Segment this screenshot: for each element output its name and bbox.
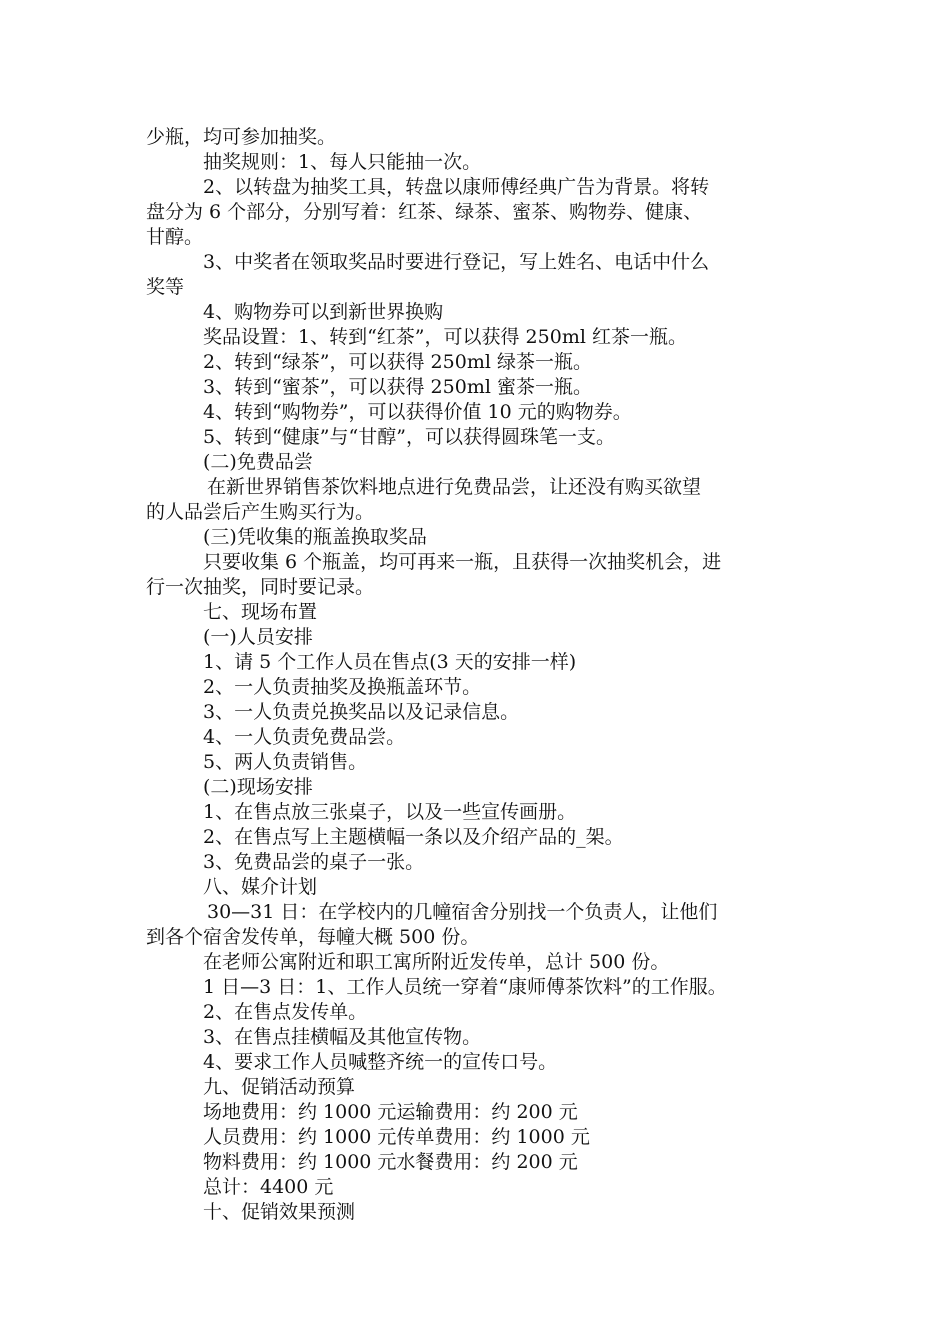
text-line: 物料费用：约 1000 元水餐费用：约 200 元 bbox=[203, 1151, 578, 1173]
text-line: 2、在售点写上主题横幅一条以及介绍产品的_架。 bbox=[203, 826, 624, 848]
text-line: 总计：4400 元 bbox=[203, 1176, 334, 1198]
text-line: 4、转到“购物券”，可以获得价值 10 元的购物券。 bbox=[203, 401, 632, 423]
text-line: 3、免费品尝的桌子一张。 bbox=[203, 851, 425, 873]
text-line: 只要收集 6 个瓶盖，均可再来一瓶，且获得一次抽奖机会，进 bbox=[203, 551, 722, 573]
section-heading: (二)现场安排 bbox=[203, 776, 313, 798]
text-line: 甘醇。 bbox=[146, 226, 204, 248]
text-line: 少瓶，均可参加抽奖。 bbox=[146, 126, 337, 148]
text-line: 1、在售点放三张桌子，以及一些宣传画册。 bbox=[203, 801, 577, 823]
text-line: 30—31 日：在学校内的几幢宿舍分别找一个负责人，让他们 bbox=[207, 901, 718, 923]
section-heading: (一)人员安排 bbox=[203, 626, 313, 648]
text-line: 2、以转盘为抽奖工具，转盘以康师傅经典广告为背景。将转 bbox=[203, 176, 710, 198]
text-line: 5、转到“健康”与“甘醇”，可以获得圆珠笔一支。 bbox=[203, 426, 615, 448]
text-line: 盘分为 6 个部分，分别写着：红茶、绿茶、蜜茶、购物券、健康、 bbox=[146, 201, 703, 223]
text-line: 4、要求工作人员喊整齐统一的宣传口号。 bbox=[203, 1051, 558, 1073]
section-heading: 七、现场布置 bbox=[203, 601, 318, 623]
section-heading: 十、促销效果预测 bbox=[203, 1201, 356, 1223]
text-line: 4、一人负责免费品尝。 bbox=[203, 726, 406, 748]
section-heading: 八、媒介计划 bbox=[203, 876, 318, 898]
text-line: 的人品尝后产生购买行为。 bbox=[146, 501, 375, 523]
section-heading: 九、促销活动预算 bbox=[203, 1076, 356, 1098]
text-line: 场地费用：约 1000 元运输费用：约 200 元 bbox=[203, 1101, 578, 1123]
text-line: 2、在售点发传单。 bbox=[203, 1001, 368, 1023]
text-line: 在老师公寓附近和职工寓所附近发传单，总计 500 份。 bbox=[203, 951, 670, 973]
text-line: 1、请 5 个工作人员在售点(3 天的安排一样) bbox=[203, 651, 577, 673]
text-line: 4、购物券可以到新世界换购 bbox=[203, 301, 444, 323]
text-line: 3、中奖者在领取奖品时要进行登记，写上姓名、电话中什么 bbox=[203, 251, 710, 273]
text-line: 奖等 bbox=[146, 276, 185, 298]
text-line: 行一次抽奖，同时要记录。 bbox=[146, 576, 375, 598]
text-line: 人员费用：约 1000 元传单费用：约 1000 元 bbox=[203, 1126, 590, 1148]
section-heading: (三)凭收集的瓶盖换取奖品 bbox=[203, 526, 427, 548]
text-line: 到各个宿舍发传单，每幢大概 500 份。 bbox=[146, 926, 480, 948]
section-heading: (二)免费品尝 bbox=[203, 451, 313, 473]
text-line: 在新世界销售茶饮料地点进行免费品尝，让还没有购买欲望 bbox=[207, 476, 702, 498]
text-line: 奖品设置：1、转到“红茶”，可以获得 250ml 红茶一瓶。 bbox=[203, 326, 687, 348]
text-line: 3、一人负责兑换奖品以及记录信息。 bbox=[203, 701, 520, 723]
text-line: 3、转到“蜜茶”，可以获得 250ml 蜜茶一瓶。 bbox=[203, 376, 592, 398]
text-line: 3、在售点挂横幅及其他宣传物。 bbox=[203, 1026, 482, 1048]
text-line: 2、转到“绿茶”，可以获得 250ml 绿茶一瓶。 bbox=[203, 351, 592, 373]
text-line: 抽奖规则：1、每人只能抽一次。 bbox=[203, 151, 482, 173]
text-line: 1 日—3 日：1、工作人员统一穿着“康师傅茶饮料”的工作服。 bbox=[203, 976, 727, 998]
text-line: 2、一人负责抽奖及换瓶盖环节。 bbox=[203, 676, 482, 698]
text-line: 5、两人负责销售。 bbox=[203, 751, 368, 773]
